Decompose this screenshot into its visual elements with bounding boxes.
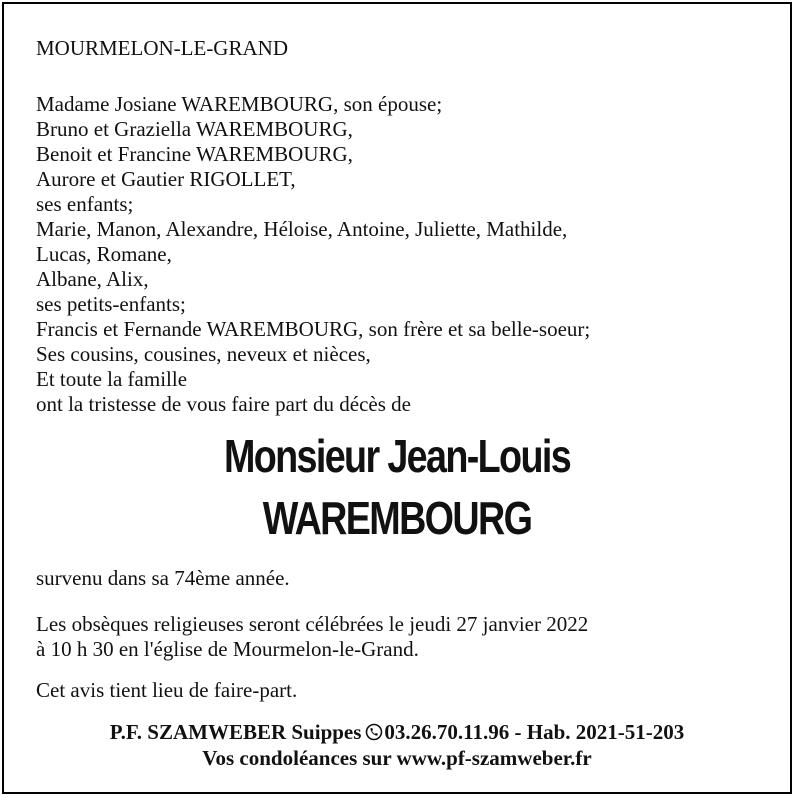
phone-icon — [365, 723, 383, 741]
phone-and-license: 03.26.70.11.96 - Hab. 2021-51-203 — [384, 720, 685, 744]
family-line: Bruno et Graziella WAREMBOURG, — [36, 117, 353, 141]
family-line: Albane, Alix, — [36, 267, 149, 291]
family-line: ses petits-enfants; — [36, 292, 186, 316]
notice-line: Cet avis tient lieu de faire-part. — [36, 678, 298, 702]
family-line: Ses cousins, cousines, neveux et nièces, — [36, 342, 371, 366]
funeral-line: Les obsèques religieuses seront célébrées le jeudi 27 janvier 2022 — [36, 612, 589, 636]
condolences-line: Vos condoléances sur www.pf-szamweber.fr — [202, 746, 592, 770]
family-line: Madame Josiane WAREMBOURG, son épouse; — [36, 92, 443, 116]
funeral-home-name: P.F. SZAMWEBER Suippes — [109, 720, 362, 744]
age-line: survenu dans sa 74ème année. — [36, 566, 290, 590]
family-line: Marie, Manon, Alexandre, Héloise, Antoine, Juliette, Mathilde, — [36, 217, 568, 241]
funeral-home-line — [4, 719, 790, 745]
funeral-line: à 10 h 30 en l'église de Mourmelon-le-Grand. — [36, 637, 419, 661]
family-line: ont la tristesse de vous faire part du décès de — [36, 392, 411, 416]
family-line: Benoit et Francine WAREMBOURG, — [36, 142, 353, 166]
location-heading: MOURMELON-LE-GRAND — [36, 36, 288, 60]
obituary-notice — [2, 2, 792, 794]
deceased-name-line-2: WAREMBOURG — [262, 492, 532, 544]
deceased-name-line-1: Monsieur Jean-Louis — [223, 430, 571, 482]
family-line: Et toute la famille — [36, 367, 188, 391]
family-line: Francis et Fernande WAREMBOURG, son frère et sa belle-soeur; — [36, 317, 591, 341]
family-line: ses enfants; — [36, 192, 134, 216]
family-line: Aurore et Gautier RIGOLLET, — [36, 167, 296, 191]
family-line: Lucas, Romane, — [36, 242, 172, 266]
